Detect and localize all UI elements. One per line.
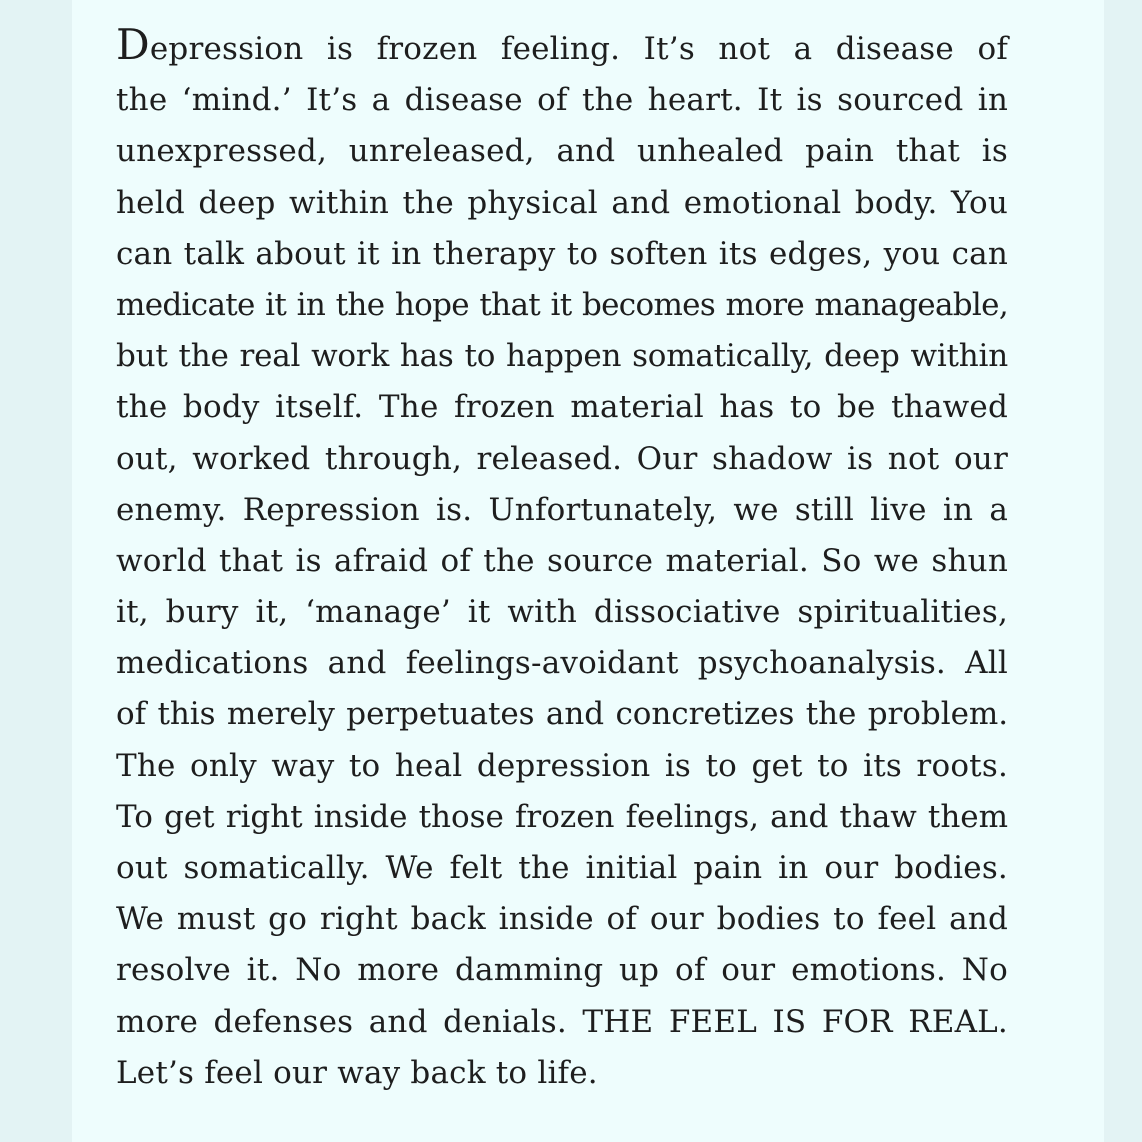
text-line-1-rest: epression is frozen feeling. It’s not a disease of [149, 31, 1008, 67]
text-line-4: held deep within the physical and emotional body. You [116, 184, 1008, 221]
text-line-9: out, worked through, released. Our shadow is not our [116, 440, 1008, 477]
drop-cap: D [116, 20, 150, 69]
quote-text [116, 20, 1008, 1099]
text-line-16: To get right inside those frozen feelings, and thaw them [116, 798, 1008, 835]
text-line-13: medications and feelings-avoidant psychoanalysis. All [116, 645, 1008, 682]
text-line-12: it, bury it, ‘manage’ it with dissociative spiritualities, [116, 594, 1008, 631]
text-line-19: resolve it. No more damming up of our emotions. No [116, 952, 1008, 989]
text-line-17: out somatically. We felt the initial pain in our bodies. [116, 850, 1008, 886]
text-line-7: but the real work has to happen somatically, deep within [116, 338, 1008, 375]
text-line-1 [116, 20, 1008, 75]
text-line-6: medicate it in the hope that it becomes more manageable, [116, 286, 1008, 323]
text-line-21: Let’s feel our way back to life. [116, 1054, 598, 1091]
text-line-11: world that is afraid of the source material. So we shun [116, 542, 1008, 579]
text-line-5: can talk about it in therapy to soften its edges, you can [116, 235, 1008, 272]
text-line-10: enemy. Repression is. Unfortunately, we still live in a [116, 491, 1008, 528]
page-panel [72, 0, 1104, 1142]
text-line-2: the ‘mind.’ It’s a disease of the heart. It is sourced in [116, 82, 1008, 119]
text-line-20: more defenses and denials. THE FEEL IS FOR REAL. [116, 1003, 1008, 1040]
text-line-8: the body itself. The frozen material has to be thawed [116, 389, 1008, 426]
text-line-18: We must go right back inside of our bodies to feel and [116, 901, 1008, 938]
text-line-3: unexpressed, unreleased, and unhealed pain that is [116, 133, 1008, 170]
text-line-15: The only way to heal depression is to get to its roots. [116, 747, 1008, 784]
text-line-14: of this merely perpetuates and concretizes the problem. [116, 696, 1008, 733]
